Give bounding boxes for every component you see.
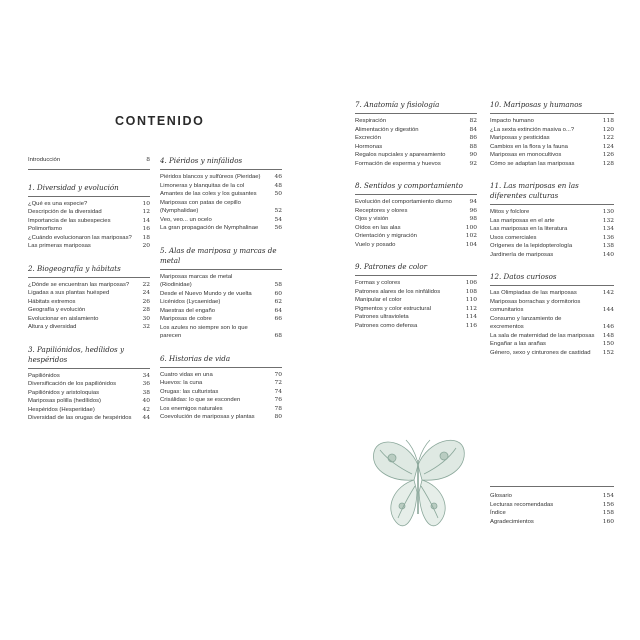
- toc-endmatter: [490, 486, 614, 526]
- toc-section: [160, 246, 282, 341]
- toc-entry-page: 146: [602, 324, 614, 330]
- toc-entry-page: 134: [602, 226, 614, 232]
- toc-entry-label: Agradecimientos: [490, 518, 534, 525]
- toc-entry-page: 86: [469, 135, 477, 141]
- toc-entry-page: 70: [274, 371, 282, 378]
- toc-entry[interactable]: [160, 405, 282, 414]
- toc-entry-label: Cuatro vidas en una: [160, 371, 213, 378]
- toc-section: [490, 272, 614, 357]
- toc-entry[interactable]: Introducción 8: [28, 156, 150, 170]
- toc-entry[interactable]: [490, 289, 614, 298]
- toc-entry[interactable]: [490, 225, 614, 234]
- toc-entry-page: 106: [465, 280, 477, 286]
- toc-entry[interactable]: [355, 126, 477, 135]
- toc-entry-label: Cambios en la flora y la fauna: [490, 143, 568, 150]
- toc-entry[interactable]: [355, 313, 477, 322]
- toc-entry[interactable]: [160, 324, 282, 341]
- toc-entry-label: Oídos en las alas: [355, 224, 401, 231]
- toc-entry-label: Hespéridos (Hesperiidae): [28, 406, 95, 413]
- toc-entry[interactable]: [355, 322, 477, 331]
- toc-entry[interactable]: [355, 198, 477, 207]
- toc-entry[interactable]: [160, 224, 282, 233]
- toc-entry-page: 20: [142, 243, 150, 249]
- toc-entry[interactable]: [355, 288, 477, 297]
- toc-entry-label: Papiliónidos y aristoloquias: [28, 389, 100, 396]
- toc-section: [490, 100, 614, 168]
- toc-entry[interactable]: [160, 216, 282, 225]
- toc-entry-label: Coevolución de mariposas y plantas: [160, 414, 255, 420]
- toc-entry-page: 10: [142, 200, 150, 207]
- toc-entry-label: Patrones alares de los ninfálidos: [355, 288, 441, 295]
- toc-entry-label: Excreción: [355, 135, 381, 141]
- toc-entry[interactable]: [490, 518, 614, 527]
- toc-entry-page: 122: [602, 135, 614, 141]
- toc-entry-page: 150: [602, 341, 614, 347]
- toc-entry-page: 112: [465, 305, 477, 312]
- toc-entry-label: Vuelo y posado: [355, 241, 396, 248]
- toc-entry[interactable]: [355, 296, 477, 305]
- toc-entry-page: 126: [602, 152, 614, 158]
- toc-intro: [28, 156, 150, 170]
- toc-entry[interactable]: [355, 232, 477, 241]
- toc-entry-page: 142: [602, 290, 614, 296]
- toc-entry-page: 132: [602, 217, 614, 224]
- toc-column-4: [490, 100, 614, 370]
- toc-entry[interactable]: [28, 380, 150, 389]
- toc-entry-label: Pigmentos y color estructural: [355, 305, 431, 312]
- toc-entry-page: 92: [469, 160, 477, 167]
- toc-entry-label: Mariposas con patas de cepillo (Nymphalidae): [160, 199, 241, 214]
- toc-entry[interactable]: [355, 134, 477, 143]
- toc-entry[interactable]: [490, 143, 614, 152]
- toc-entry[interactable]: [490, 134, 614, 143]
- toc-entry-page: 56: [274, 225, 282, 231]
- toc-entry-page: 34: [142, 372, 150, 379]
- toc-entry-page: 116: [465, 322, 477, 329]
- toc-entry[interactable]: [28, 306, 150, 315]
- toc-entry-label: Respiración: [355, 118, 387, 124]
- toc-entry[interactable]: [160, 307, 282, 316]
- toc-entry[interactable]: [355, 215, 477, 224]
- toc-section: [160, 354, 282, 422]
- toc-entry-page: 76: [274, 397, 282, 403]
- toc-entry[interactable]: [160, 379, 282, 388]
- toc-entry[interactable]: [28, 323, 150, 332]
- toc-entry-page: 74: [274, 388, 282, 395]
- toc-entry-label: Formas y colores: [355, 280, 401, 286]
- toc-entry[interactable]: [28, 372, 150, 381]
- toc-entry-page: 12: [142, 209, 150, 215]
- toc-entry-label: ¿La sexta extinción masiva o...?: [490, 126, 575, 133]
- toc-entry-label: Mariposas de cobre: [160, 316, 212, 322]
- toc-entry[interactable]: [28, 289, 150, 298]
- toc-entry-label: Hormonas: [355, 143, 383, 150]
- toc-entry-label: Las mariposas en la literatura: [490, 226, 568, 232]
- right-page: [330, 88, 630, 588]
- toc-entry[interactable]: [355, 143, 477, 152]
- toc-entry-page: 80: [274, 414, 282, 420]
- toc-entry[interactable]: [28, 234, 150, 243]
- toc-entry-label: Mitos y folclore: [490, 209, 530, 215]
- section-heading: 3. Papiliónidos, hedílidos y hespéridos: [28, 345, 150, 369]
- toc-entry-page: 44: [142, 415, 150, 421]
- toc-entry-page: 18: [142, 234, 150, 241]
- section-heading: 10. Mariposas y humanos: [490, 100, 614, 114]
- toc-entry[interactable]: [490, 151, 614, 160]
- toc-entry-page: 136: [602, 234, 614, 241]
- toc-entry-label: Crisálidas: lo que se esconden: [160, 397, 241, 403]
- toc-entry-page: 46: [274, 174, 282, 180]
- toc-entry[interactable]: [28, 225, 150, 234]
- toc-entry-page: 98: [469, 216, 477, 222]
- toc-entry-page: 50: [274, 191, 282, 197]
- toc-entry-label: Mariposas y pesticidas: [490, 135, 550, 141]
- toc-entry-page: 32: [142, 324, 150, 330]
- toc-entry-page: 84: [469, 126, 477, 133]
- toc-entry[interactable]: [28, 389, 150, 398]
- toc-entry-page: 90: [469, 152, 477, 158]
- toc-entry-label: Veo, veo... un ocelo: [160, 216, 212, 223]
- toc-entry[interactable]: [355, 241, 477, 250]
- toc-entry-label: Mariposas borrachas y dormitorios comunitarios: [490, 298, 581, 313]
- toc-entry-label: Índice: [490, 510, 506, 516]
- toc-entry-label: Género, sexo y cinturones de castidad: [490, 349, 591, 356]
- toc-entry-label: La gran propagación de Nymphalinae: [160, 225, 259, 231]
- toc-entry-label: Engañar a las arañas: [490, 341, 546, 347]
- toc-entry-page: 100: [465, 224, 477, 231]
- toc-entry-label: Regalos nupciales y apareamiento: [355, 152, 446, 158]
- toc-entry-page: 96: [469, 207, 477, 214]
- toc-entry[interactable]: [490, 117, 614, 126]
- toc-entry-label: Piéridos blancos y sulfúreos (Pieridae): [160, 174, 261, 180]
- toc-entry[interactable]: [160, 173, 282, 182]
- toc-entry-page: 64: [274, 307, 282, 314]
- toc-entry-label: Glosario: [490, 493, 512, 499]
- toc-entry-label: Patrones ultravioleta: [355, 314, 409, 320]
- toc-entry[interactable]: [355, 151, 477, 160]
- toc-entry-page: 108: [465, 288, 477, 295]
- toc-entry[interactable]: [160, 388, 282, 397]
- toc-entry-page: 26: [142, 298, 150, 305]
- toc-entry-label: Patrones como defensa: [355, 322, 418, 329]
- toc-entry[interactable]: [355, 117, 477, 126]
- toc-entry-page: 128: [602, 160, 614, 167]
- toc-entry-page: 158: [602, 510, 614, 516]
- toc-entry[interactable]: [490, 242, 614, 251]
- toc-entry-label: Amantes de las coles y los guisantes: [160, 191, 257, 197]
- toc-column-2: [160, 156, 282, 435]
- toc-entry-label: Usos comerciales: [490, 234, 537, 241]
- section-heading: 8. Sentidos y comportamiento: [355, 181, 477, 195]
- toc-entry-page: 48: [274, 182, 282, 189]
- toc-entry-label: Lecturas recomendadas: [490, 501, 554, 508]
- toc-entry[interactable]: [160, 182, 282, 191]
- toc-entry[interactable]: [490, 332, 614, 341]
- butterfly-illustration-icon: [368, 430, 468, 540]
- toc-entry-page: 102: [465, 233, 477, 239]
- toc-entry[interactable]: [490, 217, 614, 226]
- toc-entry-label: Polimorfismo: [28, 226, 63, 232]
- toc-entry-page: 104: [465, 241, 477, 248]
- toc-entry-label: Descripción de la diversidad: [28, 209, 102, 215]
- toc-entry-page: 66: [274, 316, 282, 322]
- section-heading: 11. Las mariposas en las diferentes culturas: [490, 181, 614, 205]
- toc-section: [355, 181, 477, 249]
- toc-entry[interactable]: [490, 501, 614, 510]
- toc-entry-label: Mariposas marcas de metal (Riodinidae): [160, 273, 233, 288]
- toc-entry-page: 82: [469, 118, 477, 124]
- toc-entry-page: 154: [602, 493, 614, 499]
- toc-section: [355, 100, 477, 168]
- toc-entry-page: 156: [602, 501, 614, 508]
- toc-entry[interactable]: [160, 396, 282, 405]
- toc-entry-page: 16: [142, 226, 150, 232]
- toc-entry-page: 118: [602, 118, 614, 124]
- toc-entry-page: 52: [274, 208, 282, 214]
- toc-entry-label: Diversificación de los papiliónidos: [28, 381, 117, 387]
- toc-entry-page: 160: [602, 518, 614, 525]
- toc-entry-page: 62: [274, 299, 282, 305]
- toc-entry-label: Las mariposas en el arte: [490, 217, 555, 224]
- toc-entry-label: Mariposas polilla (hedílidos): [28, 398, 102, 404]
- toc-entry-page: 72: [274, 380, 282, 386]
- toc-entry[interactable]: [490, 298, 614, 315]
- toc-entry[interactable]: [355, 279, 477, 288]
- section-heading: 9. Patrones de color: [355, 262, 477, 276]
- section-heading: 2. Biogeografía y hábitats: [28, 264, 150, 278]
- toc-entry[interactable]: [490, 509, 614, 518]
- toc-entry-label: Impacto humano: [490, 118, 534, 124]
- toc-entry-label: Cómo se adaptan las mariposas: [490, 160, 575, 167]
- toc-entry-page: 138: [602, 243, 614, 249]
- toc-entry[interactable]: [28, 200, 150, 209]
- toc-entry-label: Orígenes de la lepidopterología: [490, 243, 573, 249]
- toc-entry-label: Limoneras y blanquitas de la col: [160, 182, 245, 189]
- toc-entry-label: Los enemigos naturales: [160, 405, 223, 412]
- toc-entry-label: Ojos y visión: [355, 216, 389, 222]
- toc-entry-label: Evolucionar en aislamiento: [28, 315, 99, 322]
- toc-entry-label: ¿Cuándo evolucionaron las mariposas?: [28, 234, 132, 241]
- toc-entry-label: Las Olimpiadas de las mariposas: [490, 290, 577, 296]
- toc-entry-page: 54: [274, 216, 282, 223]
- toc-entry[interactable]: [355, 305, 477, 314]
- toc-entry-label: Los azules no siempre son lo que parecen: [160, 324, 248, 339]
- toc-column-1: [28, 156, 150, 436]
- toc-entry-label: Altura y diversidad: [28, 324, 77, 330]
- toc-entry-label: ¿Qué es una especie?: [28, 200, 88, 207]
- toc-entry[interactable]: [28, 315, 150, 324]
- toc-entry-label: Importancia de las subespecies: [28, 217, 111, 224]
- toc-entry[interactable]: [355, 207, 477, 216]
- toc-entry-page: 30: [142, 315, 150, 322]
- toc-entry[interactable]: [160, 290, 282, 299]
- toc-section: [28, 264, 150, 332]
- toc-entry[interactable]: [490, 160, 614, 169]
- toc-entry[interactable]: [28, 217, 150, 226]
- toc-entry[interactable]: [160, 199, 282, 216]
- toc-entry-label: Formación de esperma y huevos: [355, 160, 441, 167]
- toc-entry[interactable]: [28, 242, 150, 251]
- toc-entry-label: Diversidad de las orugas de hespéridos: [28, 415, 132, 421]
- toc-entry-label: Desde el Nuevo Mundo y de vuelta: [160, 290, 252, 297]
- toc-entry[interactable]: [28, 397, 150, 406]
- toc-entry-label: Alimentación y digestión: [355, 126, 419, 133]
- section-heading: 7. Anatomía y fisiología: [355, 100, 477, 114]
- toc-entry[interactable]: [28, 298, 150, 307]
- toc-entry[interactable]: [355, 160, 477, 169]
- toc-entry[interactable]: [490, 234, 614, 243]
- toc-entry-page: 38: [142, 389, 150, 396]
- section-heading: 12. Datos curiosos: [490, 272, 614, 286]
- toc-entry-label: Las primeras mariposas: [28, 243, 91, 249]
- toc-entry[interactable]: [28, 208, 150, 217]
- toc-entry-label: Manipular el color: [355, 297, 402, 303]
- toc-entry[interactable]: [160, 371, 282, 380]
- toc-entry-page: 140: [602, 251, 614, 258]
- toc-entry[interactable]: [490, 126, 614, 135]
- toc-entry-page: 94: [469, 199, 477, 205]
- toc-entry[interactable]: [355, 224, 477, 233]
- toc-entry[interactable]: [490, 208, 614, 217]
- toc-entry[interactable]: [160, 413, 282, 422]
- toc-entry-page: 78: [274, 405, 282, 412]
- toc-entry-page: 152: [602, 349, 614, 356]
- toc-entry-label: Orientación y migración: [355, 233, 417, 239]
- toc-entry[interactable]: [28, 414, 150, 423]
- toc-entry-page: 148: [602, 332, 614, 339]
- toc-entry-label: Licénidos (Lycaenidae): [160, 299, 221, 305]
- toc-entry-page: 110: [465, 297, 477, 303]
- toc-entry-page: 120: [602, 126, 614, 133]
- page-title: CONTENIDO: [115, 114, 205, 128]
- toc-entry-label: ¿Dónde se encuentran las mariposas?: [28, 281, 130, 288]
- toc-section: [160, 156, 282, 233]
- toc-entry[interactable]: [490, 315, 614, 332]
- toc-section: [355, 262, 477, 330]
- toc-entry[interactable]: [490, 492, 614, 501]
- toc-column-3: [355, 100, 477, 343]
- toc-entry-page: 14: [142, 217, 150, 224]
- toc-entry[interactable]: [490, 349, 614, 358]
- toc-entry-page: 130: [602, 209, 614, 215]
- left-page: [20, 88, 315, 588]
- toc-entry[interactable]: [160, 315, 282, 324]
- toc-section: [490, 181, 614, 259]
- toc-entry-page: 36: [142, 381, 150, 387]
- toc-entry-label: Consumo y lanzamiento de excrementos: [490, 315, 562, 330]
- toc-entry[interactable]: [490, 251, 614, 260]
- toc-section: [28, 345, 150, 423]
- section-heading: 4. Piéridos y ninfálidos: [160, 156, 282, 170]
- toc-entry-page: 124: [602, 143, 614, 150]
- toc-entry[interactable]: [28, 406, 150, 415]
- toc-entry-label: Jardinería de mariposas: [490, 251, 554, 258]
- toc-entry[interactable]: [28, 281, 150, 290]
- toc-entry-label: Evolución del comportamiento diurno: [355, 199, 452, 205]
- toc-entry-page: 88: [469, 143, 477, 150]
- section-heading: 1. Diversidad y evolución: [28, 183, 150, 197]
- toc-entry-label: Geografía y evolución: [28, 307, 86, 313]
- toc-entry-label: Huevos: la cuna: [160, 380, 203, 386]
- toc-entry-page: 28: [142, 307, 150, 313]
- toc-entry-page: 58: [274, 282, 282, 288]
- toc-section: [28, 183, 150, 251]
- toc-entry-label: Papiliónidos: [28, 372, 60, 379]
- section-heading: 6. Historias de vida: [160, 354, 282, 368]
- toc-entry-label: Mariposas en monocultivos: [490, 152, 562, 158]
- toc-entry-page: 144: [602, 307, 614, 313]
- toc-entry-page: 68: [274, 333, 282, 339]
- toc-entry[interactable]: [160, 273, 282, 290]
- toc-entry-label: Ligadas a sus plantas huésped: [28, 290, 110, 296]
- toc-entry-page: 40: [142, 398, 150, 404]
- toc-entry-label: Hábitats extremos: [28, 298, 76, 305]
- toc-entry-page: 42: [142, 406, 150, 413]
- toc-entry-label: Maestras del engaño: [160, 307, 216, 314]
- toc-entry-page: 60: [274, 290, 282, 297]
- toc-entry-page: 24: [142, 290, 150, 296]
- toc-entry-label: Receptores y olores: [355, 207, 408, 214]
- toc-entry[interactable]: [160, 298, 282, 307]
- toc-entry[interactable]: [160, 190, 282, 199]
- toc-entry-label: Orugas: las culturistas: [160, 388, 219, 395]
- section-heading: 5. Alas de mariposa y marcas de metal: [160, 246, 282, 270]
- toc-entry-label: La sala de maternidad de las mariposas: [490, 332, 595, 339]
- toc-entry-page: 114: [465, 314, 477, 320]
- toc-entry[interactable]: [490, 340, 614, 349]
- toc-entry-page: 22: [142, 281, 150, 288]
